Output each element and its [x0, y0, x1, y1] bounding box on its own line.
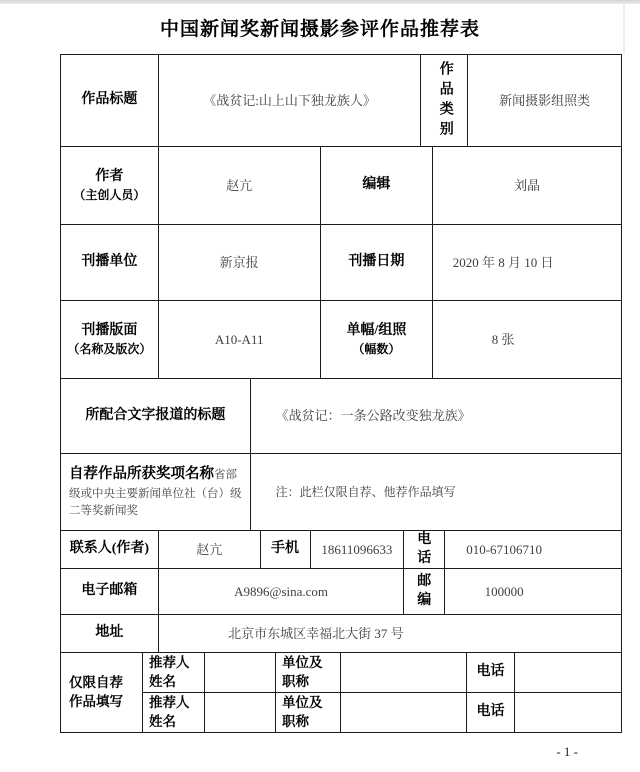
- self-recommend-label-cell: [61, 653, 143, 733]
- row-contact: [61, 531, 622, 569]
- photo-count-sublabel: （幅数）: [352, 341, 401, 356]
- author-label-cell: [61, 147, 159, 225]
- recommender2-unit-value: [341, 693, 467, 733]
- recommender-rows: [143, 653, 622, 733]
- recommender1-unit-value: [341, 653, 467, 693]
- self-award-label-bold: 自荐作品所获奖项名称: [69, 465, 214, 482]
- address-value: 北京市东城区幸福北大街 37 号: [159, 615, 622, 653]
- mobile-value: 18611096633: [311, 531, 405, 569]
- address-label: 地址: [61, 615, 159, 653]
- work-title-value: 《战贫记:山上山下独龙族人》: [159, 55, 422, 147]
- publisher-label: 刊播单位: [61, 225, 159, 301]
- recommender2-unit-label-cell: [276, 693, 341, 733]
- recommender2-name-label: 推荐人姓名: [149, 695, 190, 729]
- editor-label: 编辑: [321, 147, 434, 225]
- photo-count-label-cell: [321, 301, 434, 379]
- recommender2-name-value: [205, 693, 276, 733]
- category-label: 作品类别: [437, 60, 453, 141]
- recommender1-name-label: 推荐人姓名: [149, 655, 190, 689]
- row-self-award: [61, 454, 622, 531]
- self-recommend-label: 仅限自荐作品填写: [69, 674, 123, 709]
- recommender-row-2: [143, 693, 622, 733]
- publisher-value: 新京报: [159, 225, 321, 301]
- layout-label-cell: [61, 301, 159, 379]
- category-label-cell: [421, 55, 468, 147]
- work-title-label: 作品标题: [61, 55, 159, 147]
- recommender1-name-label-cell: [143, 653, 205, 693]
- zip-label-cell: [404, 569, 445, 615]
- layout-label: 刊播版面: [81, 322, 138, 338]
- recommender2-tel-value: [515, 693, 622, 733]
- text-report-label: 所配合文字报道的标题: [61, 379, 251, 454]
- category-value: 新闻摄影组照类: [468, 55, 622, 147]
- zip-label: 邮编: [417, 574, 432, 608]
- row-page-layout: [61, 301, 622, 379]
- email-value: A9896@sina.com: [159, 569, 405, 615]
- recommender1-unit-label-cell: [276, 653, 341, 693]
- recommender2-unit-label: 单位及职称: [282, 695, 323, 729]
- recommender1-name-value: [205, 653, 276, 693]
- recommender-row-1: [143, 653, 622, 693]
- email-label: 电子邮箱: [61, 569, 159, 615]
- recommender2-name-label-cell: [143, 693, 205, 733]
- recommendation-form-table: [60, 54, 622, 733]
- recommender1-unit-label: 单位及职称: [282, 655, 323, 689]
- photo-count-label: 单幅/组照: [346, 322, 407, 338]
- publish-date-value: 2020 年 8 月 10 日: [433, 225, 622, 301]
- self-award-label-small: 省部级或中央主要新闻单位社（台）级二等奖新闻奖: [69, 468, 242, 517]
- tel-value: 010-67106710: [445, 531, 622, 569]
- row-publisher-date: [61, 225, 622, 301]
- row-work-title: [61, 55, 622, 147]
- author-value: 赵亢: [159, 147, 321, 225]
- recommender1-tel-value: [515, 653, 622, 693]
- layout-value: A10-A11: [159, 301, 321, 379]
- row-author-editor: [61, 147, 622, 225]
- publish-date-label: 刊播日期: [321, 225, 434, 301]
- page-number: - 1 -: [556, 744, 578, 759]
- self-award-note: 注：此栏仅限自荐、他荐作品填写: [251, 454, 622, 531]
- self-award-label: [69, 464, 242, 520]
- contact-value: 赵亢: [159, 531, 261, 569]
- row-self-recommend-section: [61, 653, 622, 733]
- photo-count-value: 8 张: [433, 301, 622, 379]
- row-address: [61, 615, 622, 653]
- row-email-zip: [61, 569, 622, 615]
- author-sublabel: （主创人员）: [73, 187, 146, 202]
- zip-value: 100000: [445, 569, 622, 615]
- tel-label-cell: [404, 531, 445, 569]
- window-top-edge: [0, 0, 640, 4]
- form-title: 中国新闻奖新闻摄影参评作品推荐表: [159, 19, 480, 40]
- mobile-label: 手机: [261, 531, 311, 569]
- tel-label: 电话: [417, 532, 432, 566]
- author-label: 作者: [95, 168, 124, 184]
- editor-value: 刘晶: [433, 147, 622, 225]
- recommender1-tel-label: 电话: [467, 653, 515, 693]
- contact-label: 联系人(作者): [61, 531, 159, 569]
- layout-sublabel: （名称及版次）: [67, 341, 152, 356]
- row-text-report-title: [61, 379, 622, 454]
- recommender2-tel-label: 电话: [467, 693, 515, 733]
- self-award-label-cell: [61, 454, 251, 531]
- text-report-value: 《战贫记：一条公路改变独龙族》: [251, 379, 622, 454]
